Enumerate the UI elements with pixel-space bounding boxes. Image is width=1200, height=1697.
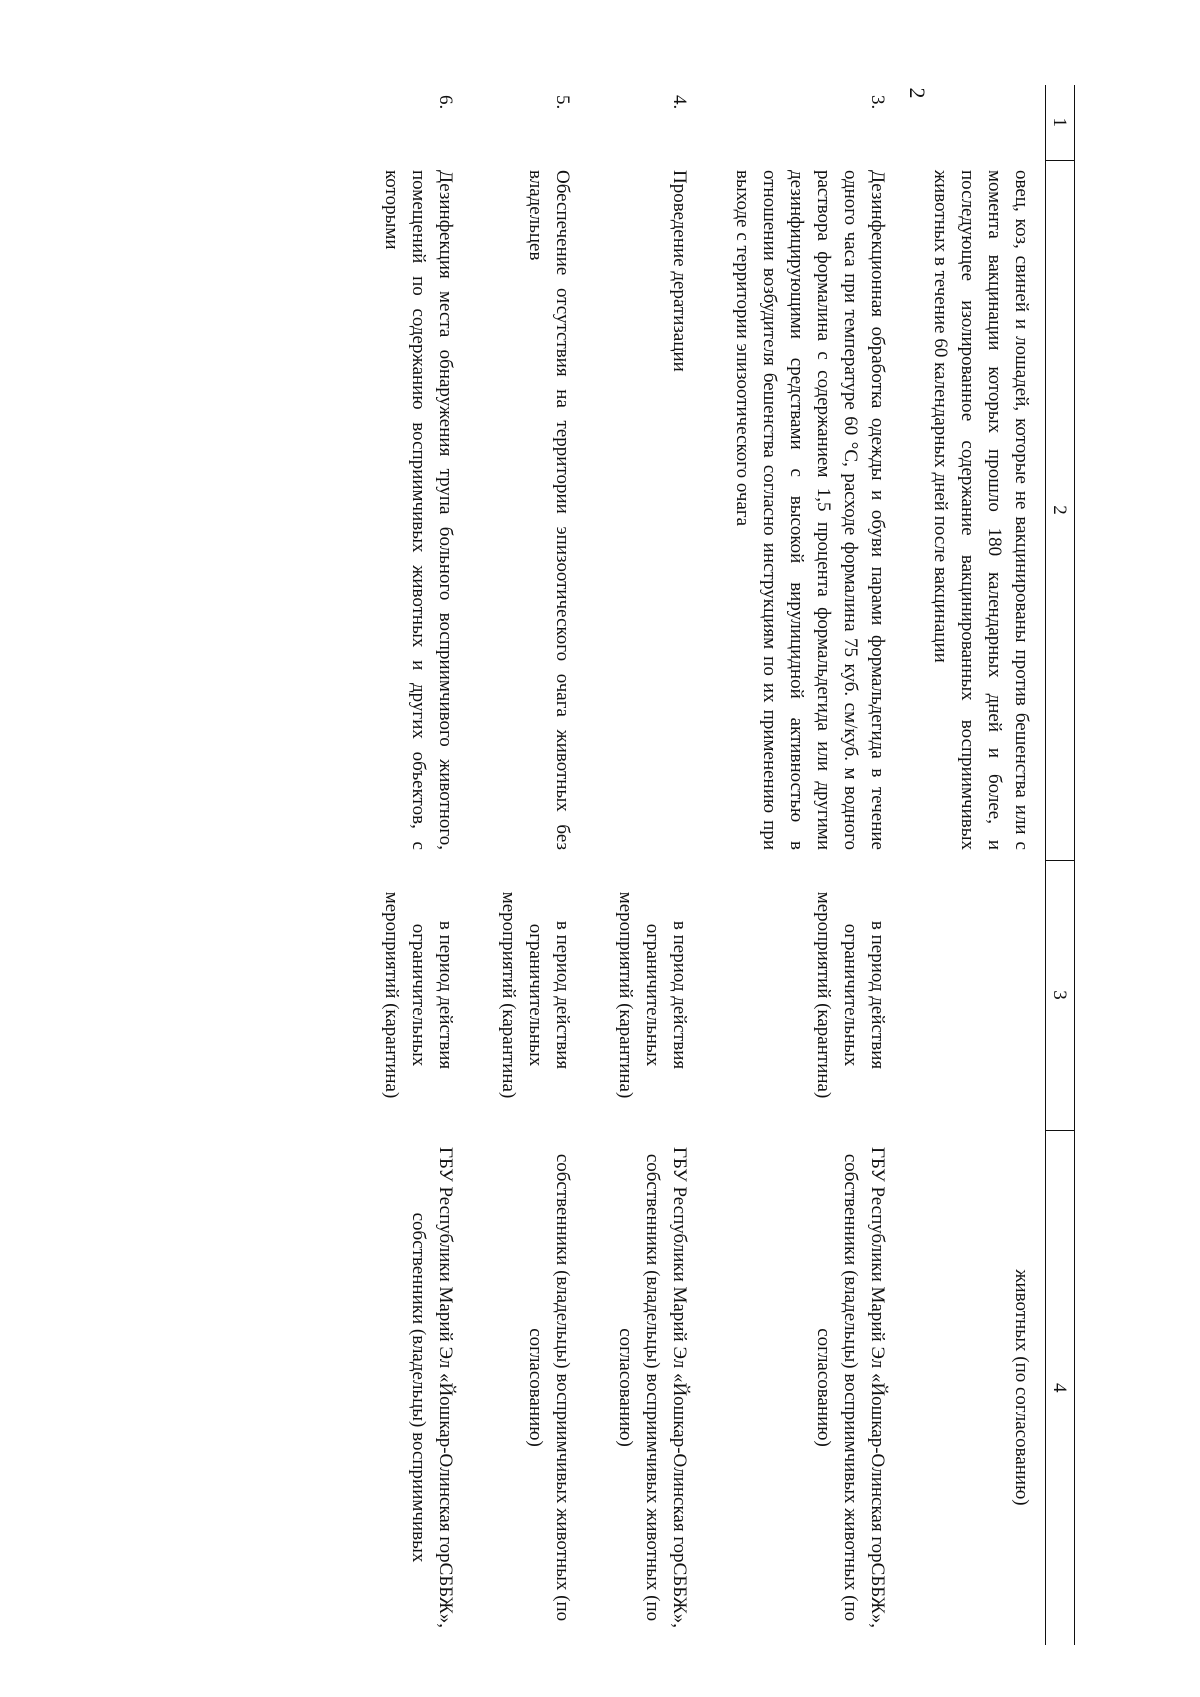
- table-row: [905, 85, 1046, 1645]
- column-header-1: 1: [1046, 85, 1075, 160]
- row-number: 3.: [867, 95, 888, 110]
- measure-description: Обеспечение отсутствия на территории эпизоотического очага животных без владельцев: [525, 170, 573, 850]
- measure-responsible: животных (по согласованию): [1011, 1269, 1032, 1506]
- measure-description: овец, коз, свиней и лошадей, которые не вакцинированы против бешенства или с момента вакцинации которых прошло 180 календарных дней и более, и последующее изолированное содержание вакцинированных восприимчивых животных в течение 60 календарных дней после вакцинации: [930, 170, 1032, 850]
- measure-description: Дезинфекция места обнаружения трупа больного восприимчивого животного, помещений по содержанию восприимчивых животных и других объектов, с которыми: [381, 170, 456, 850]
- measure-period: в период действия ограничительных мероприятий (карантина): [615, 891, 690, 1099]
- measures-table: [356, 85, 1075, 1645]
- measure-period: в период действия ограничительных мероприятий (карантина): [813, 891, 888, 1099]
- table-row: [473, 85, 590, 1645]
- measure-responsible: ГБУ Республики Марий Эл «Йошкар-Олинская горСББЖ», собственники (владельцы) восприимчивых животных (по согласованию): [813, 1147, 888, 1628]
- row-number: 4.: [669, 95, 690, 110]
- measure-period: [905, 860, 1046, 1130]
- measure-responsible: ГБУ Республики Марий Эл «Йошкар-Олинская горСББЖ», собственники (владельцы) восприимчивых: [408, 1147, 456, 1628]
- measure-responsible: ГБУ Республики Марий Эл «Йошкар-Олинская горСББЖ», собственники (владельцы) восприимчивых животных (по согласованию): [615, 1147, 690, 1628]
- page-number: 2: [905, 87, 930, 99]
- column-header-3: 3: [1046, 860, 1075, 1130]
- column-header-4: 4: [1046, 1130, 1075, 1645]
- row-number: 6.: [435, 95, 456, 110]
- measure-responsible: собственники (владельцы) восприимчивых животных (по согласованию): [525, 1153, 573, 1622]
- measure-period: в период действия ограничительных мероприятий (карантина): [498, 891, 573, 1099]
- row-number: [905, 85, 1046, 160]
- measure-period: в период действия ограничительных мероприятий (карантина): [381, 891, 456, 1099]
- row-number: 5.: [552, 95, 573, 110]
- table-row: [707, 85, 905, 1645]
- column-header-2: 2: [1046, 160, 1075, 860]
- rotated-page-content: [215, 85, 1075, 1645]
- measure-description: Дезинфекционная обработка одежды и обуви парами формальдегида в течение одного часа при температуре 60 °С, расходе формалина 75 куб. см/куб. м водного раствора формалина с содержанием 1,5 процента формальдегида или другими дезинфицирующими средствами с высокой вирулицидной активностью в отношении возбудителя бешенства согласно инструкциям по их применению при выходе с территории эпизоотического очага: [732, 170, 888, 850]
- table-header-row: [1046, 85, 1075, 1645]
- measure-description: Проведение дератизации: [669, 170, 690, 372]
- table-row: [356, 85, 473, 1645]
- table-row: [590, 85, 707, 1645]
